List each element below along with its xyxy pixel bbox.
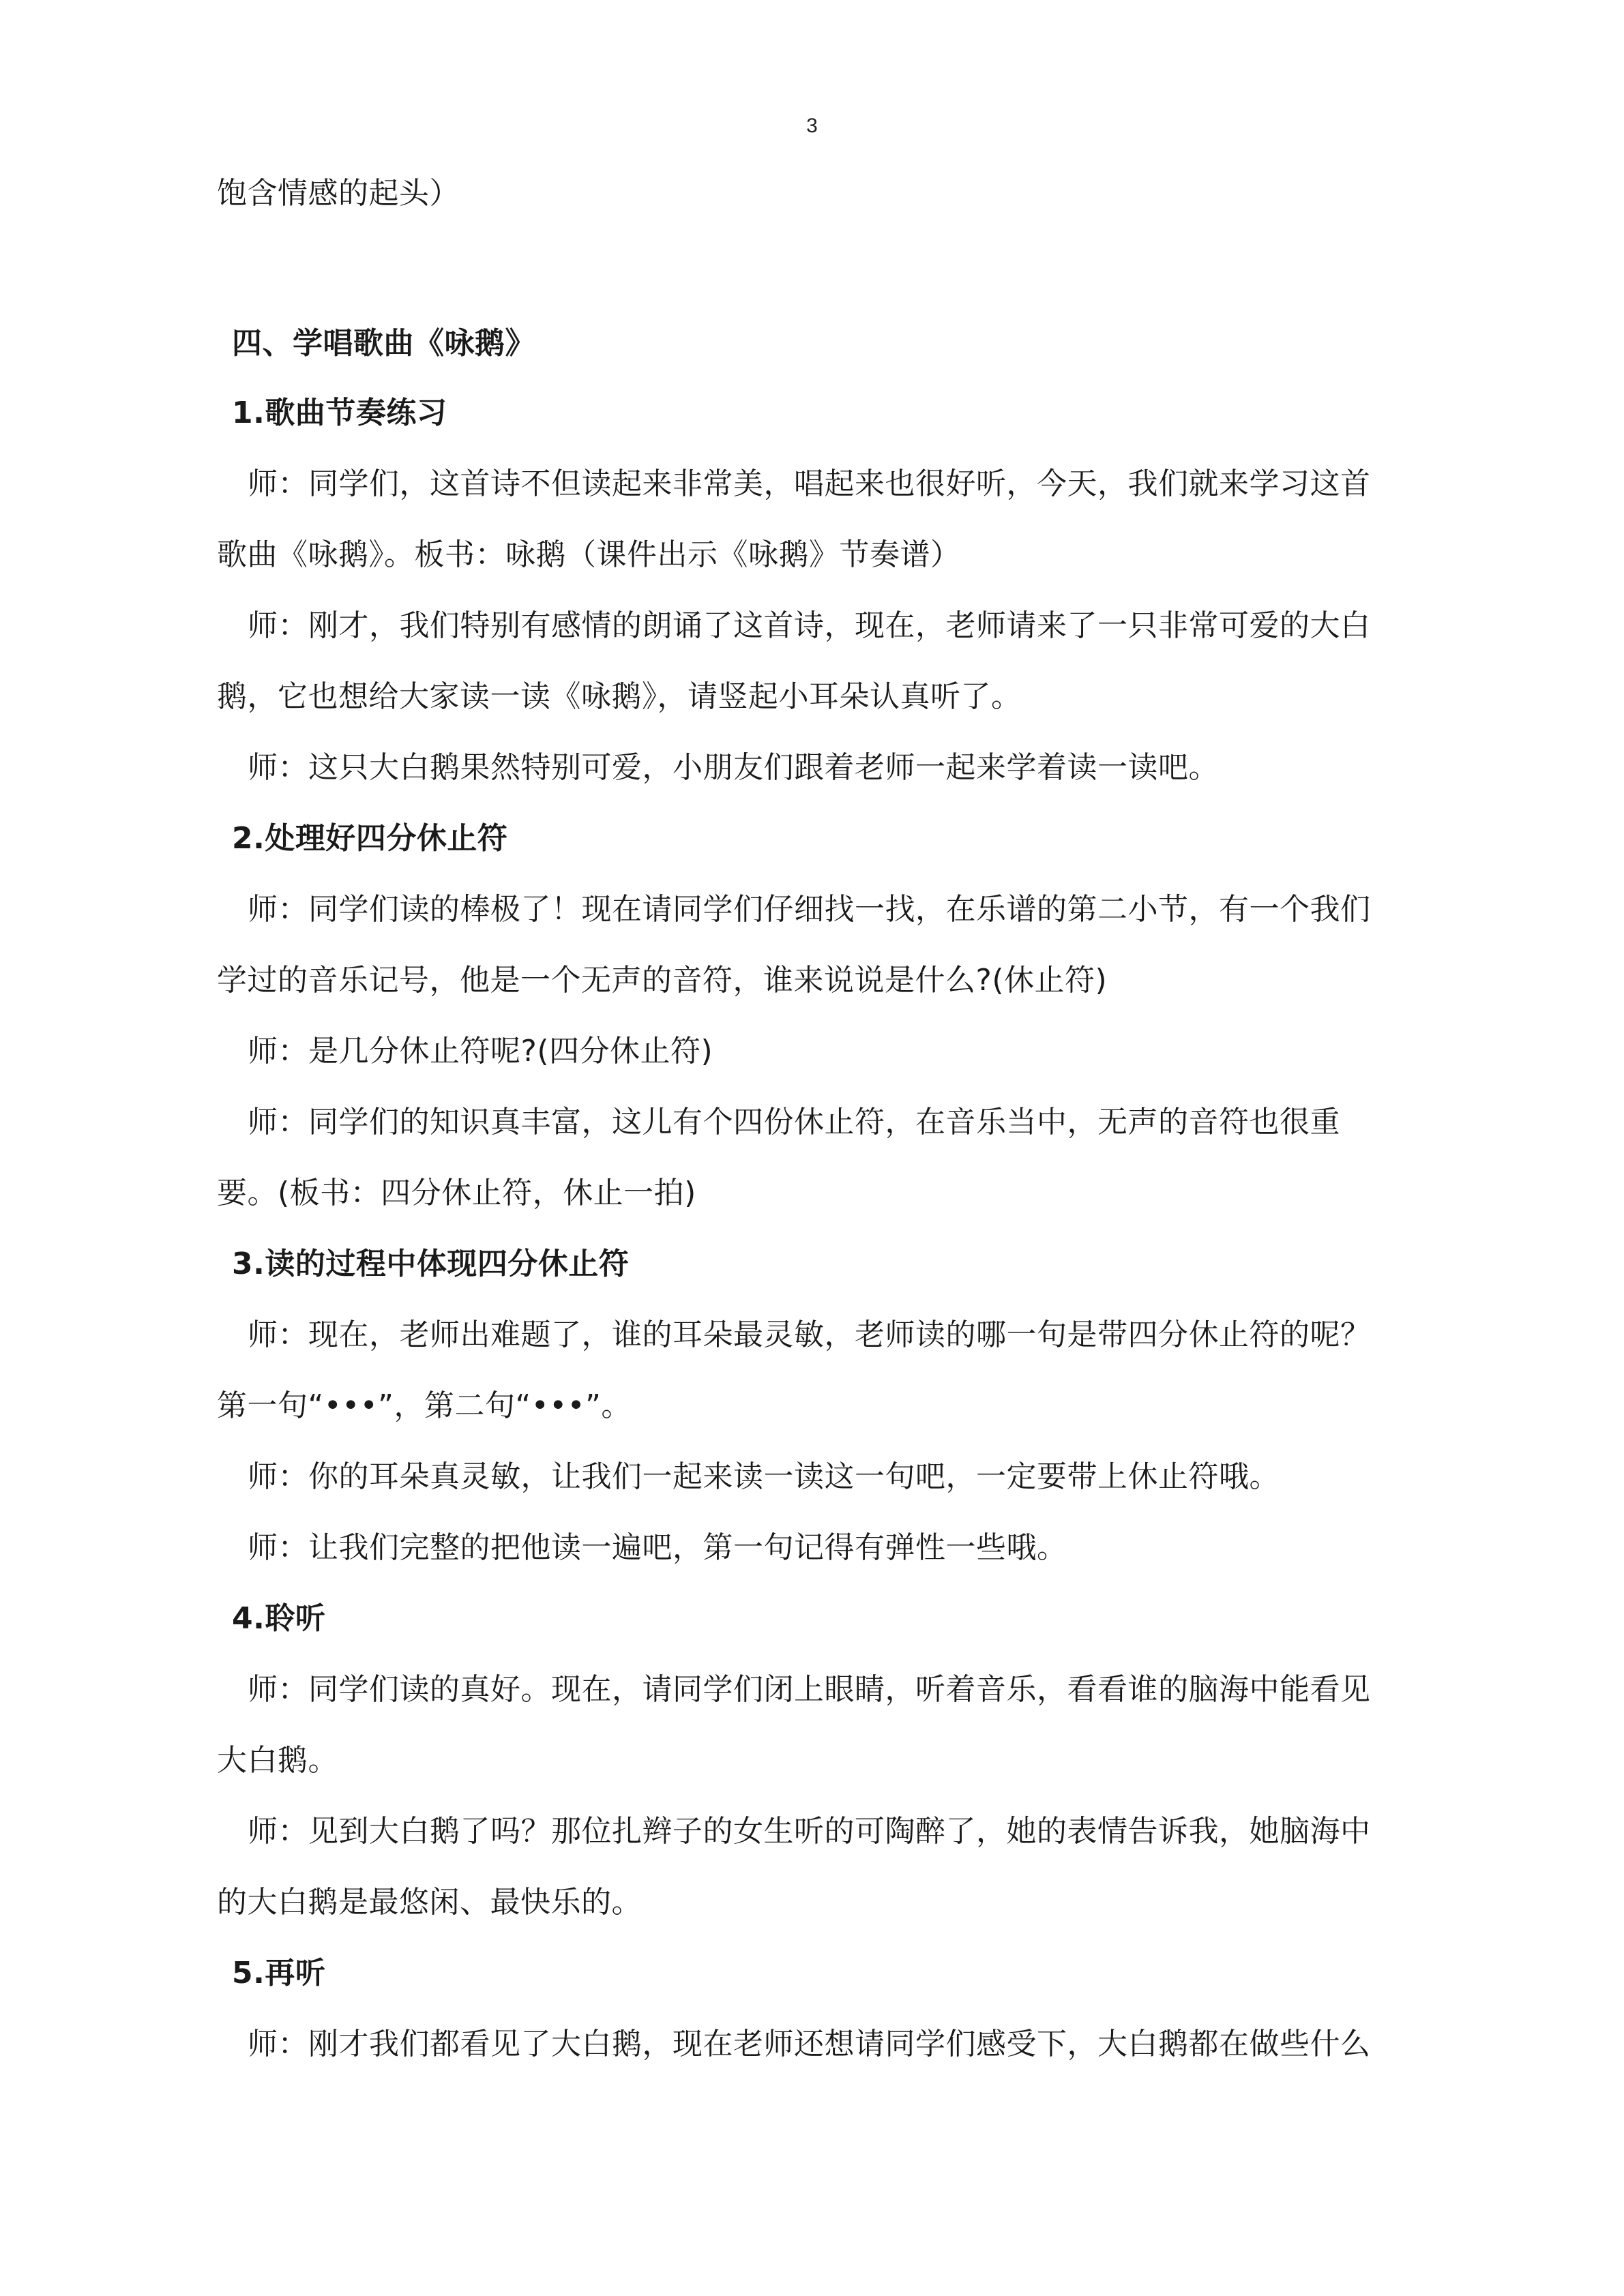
subsection-heading: 4.聆听: [232, 1601, 326, 1636]
paragraph-line: 师：刚才，我们特别有感情的朗诵了这首诗，现在，老师请来了一只非常可爱的大白: [248, 608, 1371, 643]
paragraph-line: 师：这只大白鹅果然特别可爱，小朋友们跟着老师一起来学着读一读吧。: [248, 750, 1219, 785]
paragraph-line: 师：是几分休止符呢?(四分休止符): [248, 1034, 713, 1069]
subsection-heading: 5.再听: [232, 1956, 326, 1991]
section-heading: 四、学唱歌曲《咏鹅》: [232, 326, 535, 361]
paragraph-line: 师：同学们的知识真丰富，这儿有个四份休止符，在音乐当中，无声的音符也很重: [248, 1105, 1340, 1139]
paragraph-line: 师：同学们读的棒极了！现在请同学们仔细找一找，在乐谱的第二小节，有一个我们: [248, 892, 1371, 927]
paragraph-line: 要。(板书：四分休止符，休止一拍): [217, 1176, 696, 1210]
subsection-heading: 1.歌曲节奏练习: [232, 396, 447, 430]
paragraph-line: 歌曲《咏鹅》。板书：咏鹅（课件出示《咏鹅》节奏谱）: [217, 537, 961, 572]
paragraph-line: 鹅，它也想给大家读一读《咏鹅》，请竖起小耳朵认真听了。: [217, 679, 1022, 714]
paragraph-line: 学过的音乐记号，他是一个无声的音符，谁来说说是什么?(休止符): [217, 963, 1108, 998]
page-number: 3: [806, 115, 818, 137]
paragraph-line: 师：同学们，这首诗不但读起来非常美，唱起来也很好听，今天，我们就来学习这首: [248, 466, 1371, 501]
paragraph-line: 师：现在，老师出难题了，谁的耳朵最灵敏，老师读的哪一句是带四分休止符的呢？: [248, 1317, 1371, 1352]
paragraph-line: 师：你的耳朵真灵敏，让我们一起来读一读这一句吧，一定要带上休止符哦。: [248, 1459, 1280, 1494]
paragraph-line: 第一句“•••”，第二句“•••”。: [217, 1388, 632, 1423]
subsection-heading: 2.处理好四分休止符: [232, 821, 508, 856]
paragraph-line: 师：刚才我们都看见了大白鹅，现在老师还想请同学们感受下，大白鹅都在做些什么: [248, 2027, 1371, 2061]
paragraph-line: 师：见到大白鹅了吗？那位扎辫子的女生听的可陶醉了，她的表情告诉我，她脑海中: [248, 1814, 1371, 1849]
subsection-heading: 3.读的过程中体现四分休止符: [232, 1247, 630, 1281]
paragraph-line: 师：让我们完整的把他读一遍吧，第一句记得有弹性一些哦。: [248, 1530, 1067, 1565]
paragraph-line: 师：同学们读的真好。现在，请同学们闭上眼睛，听着音乐，看看谁的脑海中能看见: [248, 1672, 1371, 1707]
paragraph-line: 大白鹅。: [217, 1743, 338, 1778]
paragraph-line: 的大白鹅是最悠闲、最快乐的。: [217, 1885, 642, 1920]
paragraph-line: 饱含情感的起头）: [217, 176, 460, 211]
